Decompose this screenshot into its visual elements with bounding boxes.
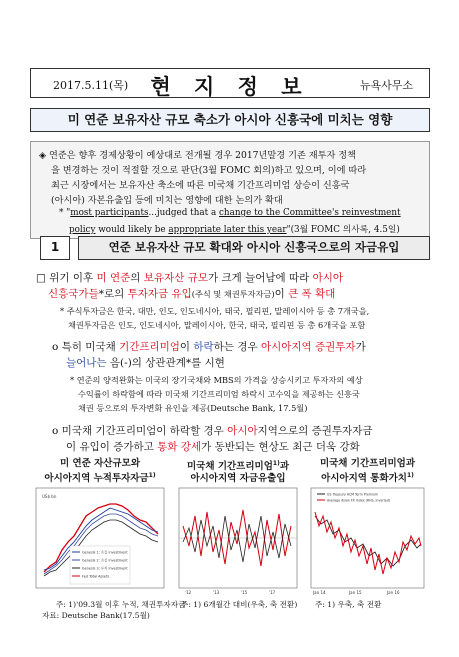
para3-line-2: 이 유입이 증가하고 통화 강세가 동반되는 현상도 최근 더욱 강화 — [66, 441, 360, 453]
office-name: 뉴욕사무소 — [359, 79, 413, 92]
chart3-legend-2: Average Asian FX Index (RHS, inverted) — [327, 498, 391, 503]
svg-text:'15: '15 — [241, 590, 248, 595]
chart3-x-ticks — [312, 590, 400, 595]
section-number: 1 — [40, 236, 70, 260]
chart1-legend-4: Fed Total Assets — [82, 574, 110, 579]
chart1-legend — [70, 546, 130, 584]
para2-line-2: 늘어나는 음(-)의 상관관계*를 시현 — [66, 357, 225, 369]
chart2-plot — [173, 486, 303, 598]
report-header — [30, 68, 430, 98]
para2-note-3: 채권 등으로의 투자변화 유인을 제공(Deutsche Bank, 17.5월) — [78, 403, 308, 413]
svg-text:'12: '12 — [185, 590, 192, 595]
chart3-frame — [311, 488, 424, 588]
section-label: 연준 보유자산 규모 확대와 아시아 신흥국으로의 자금유입 — [78, 236, 430, 260]
chart3-panel — [305, 458, 430, 616]
summary-box — [30, 141, 430, 239]
fomc-quote-line-1: * "most participants...judged that a change to the Committee's reinvestment — [59, 208, 401, 218]
square-bullet-icon: □ — [36, 272, 46, 284]
circle-bullet-icon: o — [52, 425, 59, 437]
summary-line-4: (아시아) 자본유출입 등에 미치는 영향에 대한 논의가 확대 — [51, 195, 283, 206]
chart1-note: 주: 1)'09.3월 이후 누적, 채권투자자금 — [56, 600, 186, 609]
chart2-title: 미국채 기간프리미엄$^{1)}$과 아시아지역 자금유출입 — [186, 460, 289, 485]
chart1-source: 자료: Deutsche Bank(17.5월) — [42, 611, 150, 620]
document-title: 미 연준 보유자산 규모 축소가 아시아 신흥국에 미치는 영향 — [67, 112, 393, 127]
report-date: 2017.5.11(목) — [53, 79, 129, 92]
chart1-panel — [30, 458, 186, 620]
summary-line-2: 을 변경하는 것이 적절할 것으로 판단(3월 FOMC 회의)하고 있으며, 이에 따라 — [51, 165, 367, 176]
svg-text:Jan 16: Jan 16 — [387, 590, 400, 595]
svg-text:'13: '13 — [213, 590, 220, 595]
svg-text:Jan 15: Jan 15 — [349, 590, 362, 595]
fomc-quote-line-2: policy would likely be appropriate later this year"(3월 FOMC 의사록, 4.5일) — [69, 225, 400, 235]
para1-note-2: 채권투자금은 인도, 인도네시아, 말레이시아, 한국, 태국, 필리핀 등 총 6개국을 포함 — [68, 320, 366, 330]
para2-line-1: o 특히 미국채 기간프리미엄이 하락하는 경우 아시아지역 증권투자가 — [52, 341, 366, 353]
para1-note-1: * 주식투자금은 한국, 대만, 인도, 인도네시아, 태국, 필리핀, 말레이시아 등 총 7개국을, — [60, 306, 370, 316]
circle-bullet-icon: o — [52, 341, 59, 353]
svg-text:Jan 14: Jan 14 — [313, 590, 326, 595]
chart1-plot — [30, 486, 170, 598]
chart3-legend-1: US Treasury ACM Term Premium — [327, 492, 378, 497]
summary-line-3: 최근 시장에서는 보유자산 축소에 따른 미국채 기간프리미엄 상승이 신흥국 — [51, 180, 350, 191]
chart2-note: 주: 1) 6개월간 대비(우축, 축 전환) — [181, 600, 298, 609]
para2-note-2: 수익률이 하락함에 따라 미국채 기간프리미엄 하락시 고수익을 제공하는 신흥국 — [78, 389, 360, 399]
chart1-legend-3: Genesis 3: 투자 investment — [82, 566, 128, 571]
chart1-left-axis-note: US$ bn — [42, 494, 57, 499]
summary-line-1: ◈ 연준은 향후 경제상황이 예상대로 전개될 경우 2017년말경 기존 재투자 정책 — [39, 150, 357, 161]
para3-line-1: o 미국채 기간프리미엄이 하락할 경우 아시아지역으로의 증권투자자금 — [52, 425, 373, 437]
chart1-legend-1: Genesis 1: 흐름 investment — [82, 550, 128, 555]
chart1-title: 미 연준 자산규모와 아시아지역 누적투자자금$^{1)}$ — [44, 458, 156, 485]
chart3-title: 미국채 기간프리미엄과 아시아지역 통화가치$^{1)}$ — [319, 458, 416, 485]
section-header — [30, 236, 430, 260]
chart3-plot — [305, 486, 430, 598]
para1-line-1: □ 위기 이후 미 연준의 보유자산 규모가 크게 늘어남에 따라 아시아 — [36, 272, 344, 284]
report-title: 현 지 정 보 — [150, 75, 310, 99]
document-title-bar — [30, 108, 430, 132]
summary-bullet-icon: ◈ — [39, 150, 47, 161]
chart2-x-ticks — [185, 590, 276, 595]
para2-note-1: * 연준의 양적완화는 미국의 장기국채와 MBS의 가격을 상승시키고 투자자의 예상 — [70, 375, 363, 385]
chart2-panel — [173, 458, 303, 616]
svg-text:'17: '17 — [269, 590, 276, 595]
chart1-legend-2: Genesis 2: 흐름 investment — [82, 558, 128, 563]
chart3-note: 주: 1) 우축, 축 전환 — [315, 600, 382, 609]
para1-line-2: 신흥국가들*로의 투자자금 유입(주식 및 채권투자자금)이 큰 폭 확대 — [48, 288, 336, 300]
